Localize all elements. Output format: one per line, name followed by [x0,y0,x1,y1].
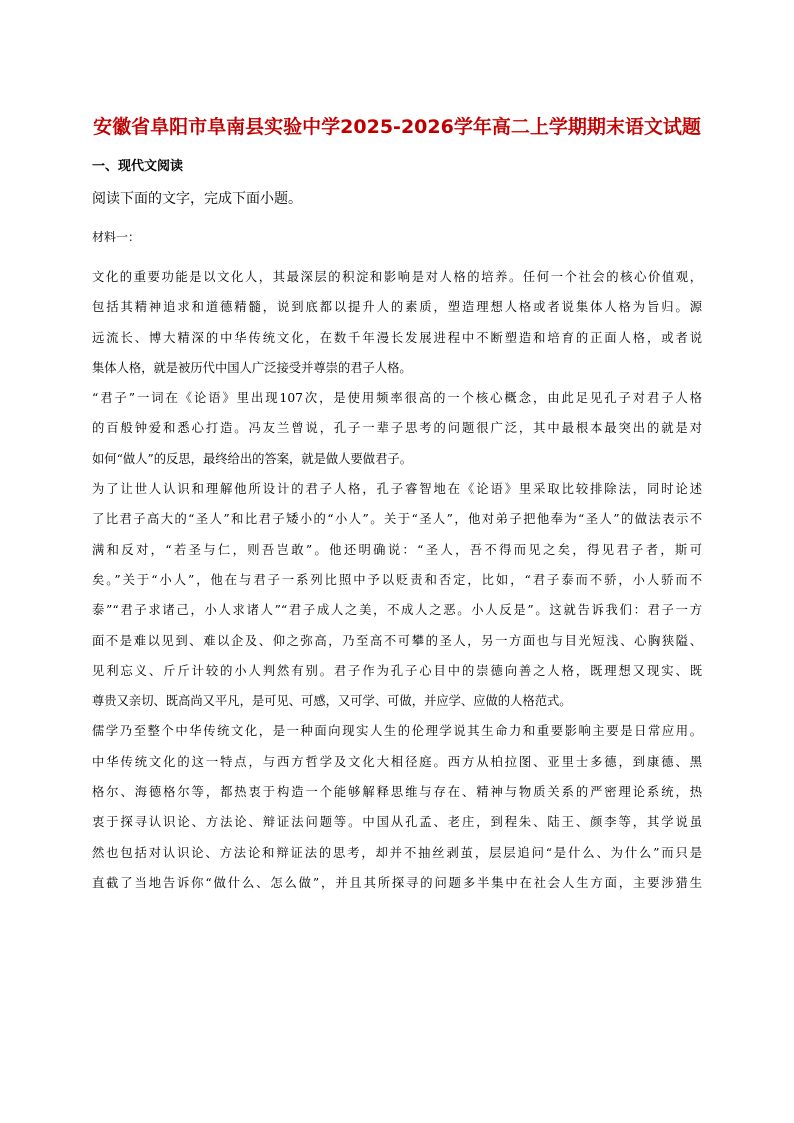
passage-line: 泰”“君子求诸己，小人求诸人”“君子成人之美，不成人之恶。小人反是”。这就告诉我们：君子一方 [92,603,702,618]
passage-line: 包括其精神追求和道德精髓，说到底都以提升人的素质，塑造理想人格或者说集体人格为旨归。源 [92,300,702,315]
passage-line: “君子”一词在《论语》里出现107次，是使用频率很高的一个核心概念，由此足见孔子对君子人格 [92,391,702,406]
passage-line: 满和反对，“若圣与仁，则吾岂敢”。他还明确说：“圣人，吾不得而见之矣，得见君子者，斯可 [92,542,702,557]
passage-line: 远流长、博大精深的中华传统文化，在数千年漫长发展进程中不断塑造和培育的正面人格，或者说 [92,330,702,345]
passage-line: 了比君子高大的“圣人”和比君子矮小的“小人”。关于“圣人”，他对弟子把他奉为“圣人”的做法表示不 [92,512,702,527]
passage-line: 直截了当地告诉你“做什么、怎么做”，并且其所探寻的问题多半集中在社会人生方面，主要涉猎生 [92,875,702,890]
passage-line: 的百般钟爱和悉心打造。冯友兰曾说，孔子一辈子思考的问题很广泛，其中最根本最突出的就是对 [92,421,702,436]
passage-line: 然也包括对认识论、方法论和辩证法的思考，却并不抽丝剥茧，层层追问“是什么、为什么”而只是 [92,845,702,860]
passage-line: 尊贵又亲切、既高尚又平凡，是可见、可感，又可学、可做，并应学、应做的人格范式。 [92,694,572,709]
passage-line: 如何“做人”的反思，最终给出的答案，就是做人要做君子。 [92,451,412,466]
passage-line: 集体人格，就是被历代中国人广泛接受并尊崇的君子人格。 [92,360,412,375]
passage-body [92,262,702,898]
passage-line: 面不是难以见到、难以企及、仰之弥高，乃至高不可攀的圣人，另一方面也与目光短浅、心胸狭隘、 [92,633,702,648]
document-title: 安徽省阜阳市阜南县实验中学2025-2026学年高二上学期期末语文试题 [93,116,701,138]
reading-instruction: 阅读下面的文字，完成下面小题。 [92,191,302,207]
passage-line: 格尔、海德格尔等，都热衷于构造一个能够解释思维与存在、精神与物质关系的严密理论系统，热 [92,785,702,800]
passage-line: 中华传统文化的这一特点，与西方哲学及文化大相径庭。西方从柏拉图、亚里士多德，到康德、黑 [92,754,702,769]
passage-line: 矣。”关于“小人”，他在与君子一系列比照中予以贬责和否定，比如，“君子泰而不骄，小人骄而不 [92,572,702,587]
passage-line: 儒学乃至整个中华传统文化，是一种面向现实人生的伦理学说其生命力和重要影响主要是日常应用。 [92,724,702,739]
passage-line: 见利忘义、斤斤计较的小人判然有别。君子作为孔子心目中的崇德向善之人格，既理想又现实、既 [92,663,702,678]
material-label: 材料一： [92,230,141,244]
passage-line: 衷于探寻认识论、方法论、辩证法问题等。中国从孔孟、老庄，到程朱、陆王、颜李等，其学说虽 [92,815,702,830]
section-heading: 一、现代文阅读 [92,159,184,174]
passage-line: 文化的重要功能是以文化人，其最深层的积淀和影响是对人格的培养。任何一个社会的核心价值观， [92,270,702,284]
passage-line: 为了让世人认识和理解他所设计的君子人格，孔子睿智地在《论语》里采取比较排除法，同时论述 [92,482,702,497]
